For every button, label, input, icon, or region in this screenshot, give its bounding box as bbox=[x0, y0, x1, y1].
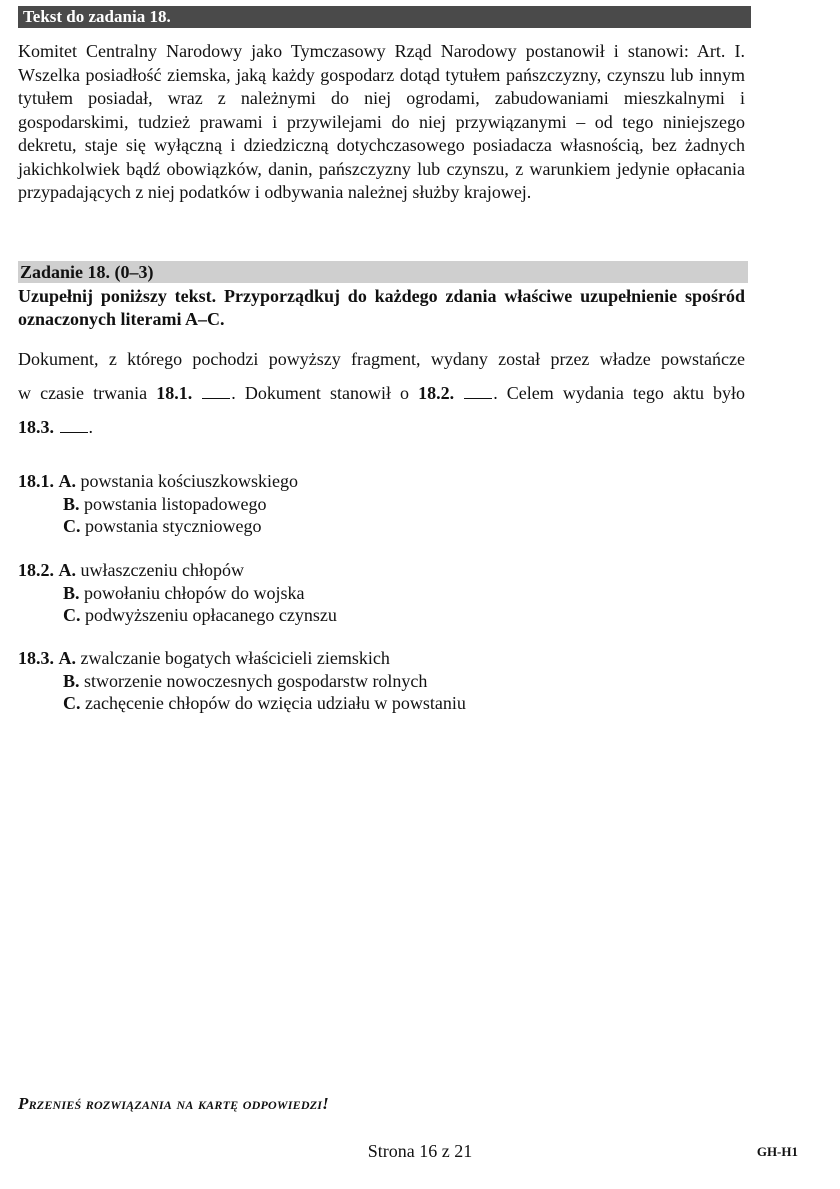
option-letter: C. bbox=[63, 516, 81, 536]
option-letter: A. bbox=[58, 560, 76, 580]
document-text: . Dokument stanowił o bbox=[231, 383, 410, 403]
document-text: w czasie trwania bbox=[18, 383, 148, 403]
option-row bbox=[18, 559, 745, 582]
answer-blank-18-2 bbox=[464, 384, 492, 399]
question-number: 18.2. bbox=[18, 560, 54, 580]
option-text: zachęcenie chłopów do wzięcia udziału w powstaniu bbox=[85, 693, 466, 713]
option-row bbox=[18, 670, 745, 693]
question-number: 18.3. bbox=[18, 648, 54, 668]
document-text: . bbox=[88, 417, 93, 437]
option-text: uwłaszczeniu chłopów bbox=[80, 560, 244, 580]
option-text: zwalczanie bogatych właścicieli ziemskich bbox=[80, 648, 390, 668]
option-letter: A. bbox=[58, 648, 76, 668]
option-row bbox=[18, 692, 745, 715]
document-text: Dokument, z którego pochodzi powyższy fragment, wydany został przez władze powstańcze bbox=[18, 349, 745, 369]
option-text: stworzenie nowoczesnych gospodarstw rolnych bbox=[84, 670, 428, 691]
option-letter: C. bbox=[63, 693, 81, 713]
document-text: . Celem wydania tego aktu było bbox=[493, 383, 746, 403]
question-18-2 bbox=[18, 559, 745, 627]
document-sentence-1 bbox=[18, 349, 745, 370]
option-row bbox=[18, 470, 745, 493]
option-letter: B. bbox=[63, 582, 80, 603]
question-18-3 bbox=[18, 647, 745, 715]
option-row bbox=[18, 604, 745, 627]
source-header: Tekst do zadania 18. bbox=[18, 6, 751, 28]
exam-code: GH-H1 bbox=[756, 1144, 798, 1159]
option-letter: B. bbox=[63, 670, 80, 691]
answer-blank-18-3 bbox=[60, 418, 88, 433]
option-text: powołaniu chłopów do wojska bbox=[84, 582, 305, 603]
document-sentence-3 bbox=[18, 417, 745, 438]
option-text: powstania styczniowego bbox=[85, 516, 262, 536]
option-letter: B. bbox=[63, 493, 80, 514]
blank-ref-18-1: 18.1. bbox=[156, 383, 193, 403]
blank-ref-18-3: 18.3. bbox=[18, 417, 54, 437]
option-row bbox=[18, 515, 745, 538]
question-18-1 bbox=[18, 470, 745, 538]
option-row bbox=[18, 582, 745, 605]
option-letter: C. bbox=[63, 605, 81, 625]
option-row bbox=[18, 647, 745, 670]
source-text: Komitet Centralny Narodowy jako Tymczasowy Rząd Narodowy postanowił i stanowi: Art. I. Wszelka posiadłość ziemska, jaką każdy gospodarz dotąd tytułem pańszczyzny, czynszu lub innym tytułem posiadał, wraz z należnymi do niej ogrodami, zabudowaniami mieszkalnymi i gospodarskimi, tudzież prawami i przywilejami do niej przywiązanymi – od tego niniejszego dekretu, staje się wyłączną i dziedziczną dotychczasowego posiadacza własnością, bez żadnych jakichkolwiek bądź obowiązków, danin, pańszczyzny lub czynszu, z warunkiem jedynie opłacania przypadających z niej podatków i odbywania należnej służby krajowej. bbox=[18, 41, 745, 202]
option-text: powstania kościuszkowskiego bbox=[80, 471, 298, 491]
option-row bbox=[18, 493, 745, 516]
question-number: 18.1. bbox=[18, 471, 54, 491]
page-number: Strona 16 z 21 bbox=[367, 1141, 473, 1161]
task-header: Zadanie 18. (0–3) bbox=[18, 261, 748, 283]
option-text: powstania listopadowego bbox=[84, 493, 267, 514]
answer-blank-18-1 bbox=[202, 384, 230, 399]
option-letter: A. bbox=[58, 471, 76, 491]
task-instruction: Uzupełnij poniższy tekst. Przyporządkuj do każdego zdania właściwe uzupełnienie spośród oznaczonych literami A–C. bbox=[18, 286, 745, 329]
document-sentence-2 bbox=[18, 383, 745, 404]
option-text: podwyższeniu opłacanego czynszu bbox=[85, 605, 337, 625]
blank-ref-18-2: 18.2. bbox=[418, 383, 455, 403]
transfer-answers-note: Przenieś rozwiązania na kartę odpowiedzi! bbox=[18, 1094, 329, 1113]
